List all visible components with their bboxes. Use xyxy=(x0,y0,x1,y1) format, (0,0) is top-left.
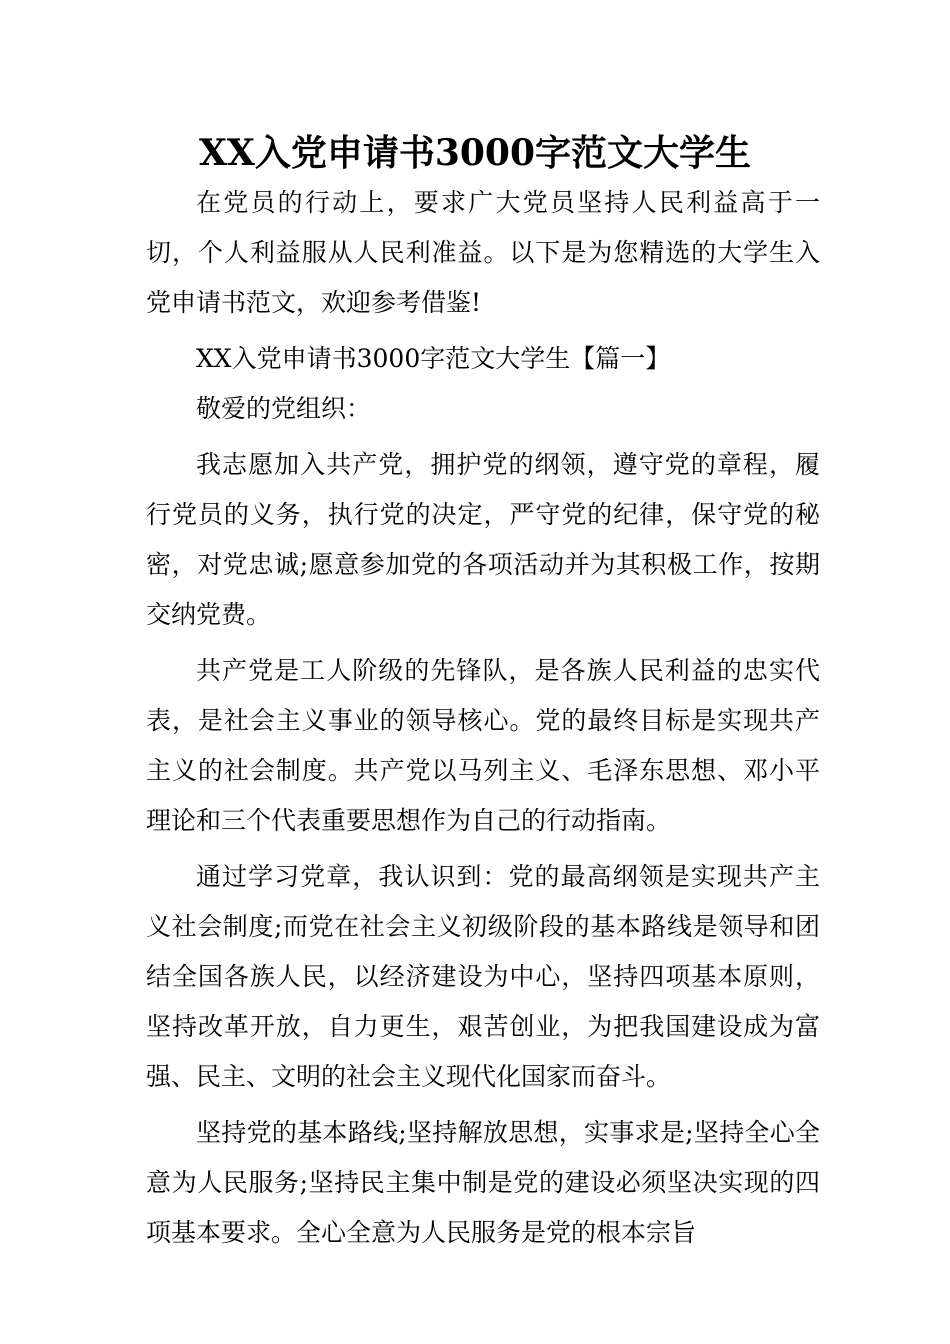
paragraph-party-nature: 共产党是工人阶级的先锋队，是各族人民利益的忠实代表，是社会主义事业的领导核心。党的最终目标是实现共产主义的社会制度。共产党以马列主义、毛泽东思想、邓小平理论和三个代表重要思想作为自己的行动指南。 xyxy=(146,656,820,835)
paragraph-basic-requirements: 坚持党的基本路线;坚持解放思想，实事求是;坚持全心全意为人民服务;坚持民主集中制是党的建设必须坚决实现的四项基本要求。全心全意为人民服务是党的根本宗旨 xyxy=(146,1118,820,1247)
salutation: 敬爱的党组织： xyxy=(196,394,372,423)
paragraph-party-program: 通过学习党章，我认识到：党的最高纲领是实现共产主义社会制度;而党在社会主义初级阶段的基本路线是领导和团结全国各族人民，以经济建设为中心，坚持四项基本原则，坚持改革开放，自力更生，艰苦创业，为把我国建设成为富强、民主、文明的社会主义现代化国家而奋斗。 xyxy=(146,862,820,1091)
paragraph-intro: 在党员的行动上，要求广大党员坚持人民利益高于一切，个人利益服从人民利准益。以下是为您精选的大学生入党申请书范文，欢迎参考借鉴! xyxy=(146,188,820,317)
section-heading: XX入党申请书3000字范文大学生【篇一】 xyxy=(196,344,671,373)
document-title: XX入党申请书3000字范文大学生 xyxy=(198,132,752,174)
document-body xyxy=(146,178,820,1258)
paragraph-pledge: 我志愿加入共产党，拥护党的纲领，遵守党的章程，履行党员的义务，执行党的决定，严守党的纪律，保守党的秘密，对党忠诚;愿意参加党的各项活动并为其积极工作，按期交纳党费。 xyxy=(146,450,820,629)
